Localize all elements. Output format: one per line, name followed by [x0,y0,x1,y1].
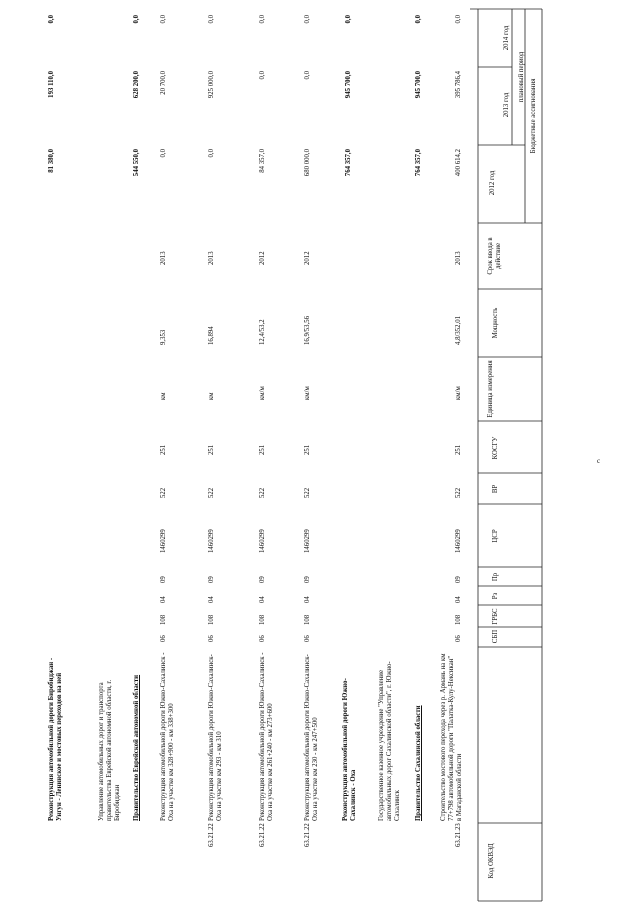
cell-vr: 522 [455,487,462,498]
cell-2013: 945 700,0 [415,71,422,99]
cell-unit: км/м [455,386,462,400]
cell-grbs: 108 [259,614,266,625]
cell-2012: 0,0 [160,149,167,158]
cell-2013: 0,0 [259,71,266,80]
cell-2012: 81 380,0 [48,149,55,173]
cell-2012: 400 614,2 [455,149,462,177]
cell-capacity: 4,8/352,01 [455,315,462,345]
cell-term: 2013 [160,251,167,265]
header-budget: Бюджетные ассигнования [530,78,537,154]
cell-sbp: 06 [160,635,167,642]
cell-grbs: 108 [160,614,167,625]
header-sbp: СБП [492,629,499,644]
cell-2013: 20 700,0 [160,71,167,95]
stray-mark: c [597,457,601,465]
cell-pr: 09 [455,576,462,583]
cell-2014: 0,0 [304,15,311,24]
cell-unit: км/м [304,386,311,400]
cell-okved: 63.21.23 [455,823,462,847]
cell-vr: 522 [208,487,215,498]
cell-name: Реконструкция автомобильной дороги Южно-Сахалинск - Оха на участке км 261+240 - км 273+600 [259,652,275,821]
cell-capacity: 16,9/53,56 [304,315,311,345]
cell-pr: 09 [259,576,266,583]
cell-csr: 1460299 [259,529,266,553]
cell-term: 2013 [208,251,215,265]
cell-rz: 04 [208,596,215,603]
cell-kosgu: 251 [304,444,311,455]
cell-kosgu: 251 [208,444,215,455]
cell-csr: 1460299 [208,529,215,553]
cell-2012: 764 357,0 [345,149,352,177]
cell-pr: 09 [304,576,311,583]
header-2014: 2014 год [503,25,510,51]
header-csr: ЦСР [492,529,499,543]
cell-2014: 0,0 [455,15,462,24]
cell-2012: 764 357,0 [415,149,422,177]
cell-okved: 63.21.22 [208,823,215,847]
cell-name: Строительство мостового перехода через р. Армань на км 77+798 автомобильной дороги "Палатка-Кулу-Нексикан" в Магаданской области [440,653,464,821]
cell-rz: 04 [455,596,462,603]
cell-name: Реконструкция автомобильной дороги Южно-Сахалинск - Оха на участке км 328+900 - км 338+300 [160,652,176,821]
cell-2014: 0,0 [345,15,352,24]
cell-sbp: 06 [455,635,462,642]
cell-2014: 0,0 [133,15,140,24]
header-capacity: Мощность [492,307,499,339]
cell-csr: 1460299 [455,529,462,553]
cell-unit: км/м [259,386,266,400]
cell-okved: 63.21.22 [259,823,266,847]
cell-2013: 395 786,4 [455,71,462,99]
cell-grbs: 108 [208,614,215,625]
cell-2013: 925 000,0 [208,71,215,99]
cell-term: 2013 [455,251,462,265]
cell-unit: км [208,392,215,400]
cell-2012: 84 357,0 [259,149,266,173]
cell-capacity: 12,4/53,2 [259,319,266,345]
cell-2012: 0,0 [208,149,215,158]
cell-pr: 09 [160,576,167,583]
header-unit: Единица измерения [487,360,494,418]
cell-sbp: 06 [259,635,266,642]
header-term: Срок ввода в действие [487,237,503,275]
cell-capacity: 16,894 [208,326,215,345]
cell-pr: 09 [208,576,215,583]
cell-term: 2012 [259,251,266,265]
cell-name: Реконструкция автомобильной дороги Южно-Сахалинск-Оха на участке км 293 - км 310 [208,654,224,821]
cell-kosgu: 251 [160,444,167,455]
header-rz: Рз [492,592,499,600]
cell-sbp: 06 [208,635,215,642]
header-vr: ВР [492,484,499,494]
cell-2013: 0,0 [304,71,311,80]
cell-vr: 522 [304,487,311,498]
cell-rz: 04 [160,596,167,603]
cell-2014: 0,0 [259,15,266,24]
cell-name: Государственное казенное учреждение "Управление автомобильных дорог Сахалинской области", г. Южно-Сахалинск [378,661,402,821]
cell-2012: 544 550,0 [133,149,140,177]
cell-vr: 522 [259,487,266,498]
cell-2013: 945 700,0 [345,71,352,99]
cell-name: Правительство Сахалинской области [415,705,422,821]
cell-2013: 193 110,0 [48,71,55,98]
cell-csr: 1460299 [160,529,167,553]
cell-name: Управление автомобильных дорог и транспорта правительства Еврейской автономной области, г. Биробиджан [98,679,122,821]
cell-kosgu: 251 [455,444,462,455]
cell-rz: 04 [304,596,311,603]
header-grbs: ГРБС [492,608,499,625]
cell-rz: 04 [259,596,266,603]
cell-name: Реконструкция автомобильной дороги Биробиджан - Унгун - Ленинское и мостовых переходов на ней [48,657,64,821]
cell-capacity: 9,353 [160,329,167,345]
cell-csr: 1460299 [304,529,311,553]
cell-grbs: 108 [455,614,462,625]
header-2012: 2012 год [489,170,496,196]
header-plan-period: плановый период [518,51,525,103]
cell-2014: 0,0 [160,15,167,24]
cell-name: Реконструкция автомобильной дороги Южно-Сахалинск-Оха на участке км 230 - км 247+500 [304,654,320,821]
cell-2013: 628 200,0 [133,71,140,99]
cell-unit: км [160,392,167,400]
header-kosgu: КОСГУ [492,436,499,460]
cell-grbs: 108 [304,614,311,625]
header-2013: 2013 год [503,92,510,118]
header-kod-okved: Код ОКВЭД [488,843,495,879]
cell-2012: 680 000,0 [304,149,311,177]
cell-sbp: 06 [304,635,311,642]
cell-vr: 522 [160,487,167,498]
cell-term: 2012 [304,251,311,265]
cell-2014: 0,0 [415,15,422,24]
header-pr: Пр [492,572,499,582]
cell-kosgu: 251 [259,444,266,455]
cell-okved: 63.21.22 [304,823,311,847]
cell-name: Правительство Еврейской автономной области [133,674,140,821]
cell-2014: 0,0 [48,15,55,24]
cell-2014: 0,0 [208,15,215,24]
cell-name: Реконструкция автомобильной дороги Южно-Сахалинск - Оха [342,678,358,821]
